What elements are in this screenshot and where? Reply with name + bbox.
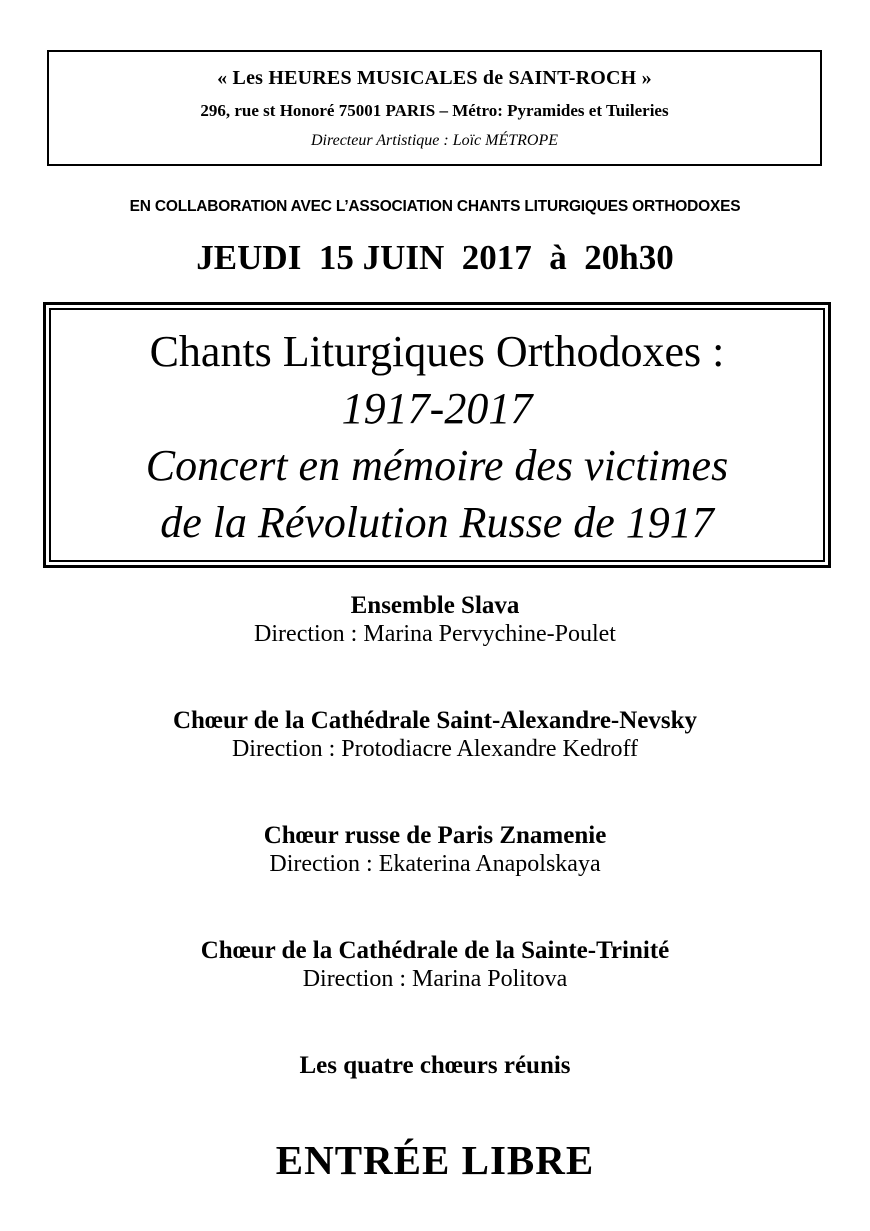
concert-title-line1: Chants Liturgiques Orthodoxes : — [149, 327, 725, 376]
ensemble-direction: Direction : Marina Politova — [302, 966, 568, 992]
free-entry-line: ENTRÉE LIBRE — [275, 1137, 595, 1183]
ensemble-name: Chœur de la Cathédrale Saint-Alexandre-Nevsky — [172, 707, 698, 734]
concert-title-box-inner — [49, 308, 825, 562]
concert-subtitle-line1: Concert en mémoire des victimes — [145, 441, 729, 490]
ensemble-name: Chœur russe de Paris Znamenie — [263, 822, 607, 849]
venue-info-box — [47, 50, 822, 166]
ensemble-section-znamenie — [0, 821, 870, 879]
venue-title: « Les HEURES MUSICALES de SAINT-ROCH » — [217, 66, 652, 89]
ensemble-direction: Direction : Marina Pervychine-Poulet — [254, 621, 616, 647]
ensemble-section-trinite — [0, 936, 870, 994]
finale-line: Les quatre chœurs réunis — [299, 1052, 571, 1079]
concert-title-years: 1917-2017 — [341, 384, 533, 433]
event-date: JEUDI 15 JUIN 2017 à 20h30 — [196, 238, 674, 277]
ensemble-section-nevsky — [0, 706, 870, 764]
concert-title-box — [43, 302, 831, 568]
ensemble-name: Chœur de la Cathédrale de la Sainte-Trinité — [200, 937, 670, 964]
collaboration-note: EN COLLABORATION AVEC L’ASSOCIATION CHANTS LITURGIQUES ORTHODOXES — [129, 198, 741, 215]
ensemble-name: Ensemble Slava — [350, 592, 520, 619]
artistic-director-line: Directeur Artistique : Loïc MÉTROPE — [310, 131, 559, 149]
ensemble-direction: Direction : Protodiacre Alexandre Kedroff — [231, 736, 639, 762]
ensemble-section-slava — [0, 591, 870, 649]
venue-address: 296, rue st Honoré 75001 PARIS – Métro: Pyramides et Tuileries — [200, 100, 669, 120]
ensemble-direction: Direction : Ekaterina Anapolskaya — [269, 851, 601, 877]
concert-subtitle-line2: de la Révolution Russe de 1917 — [160, 498, 714, 547]
